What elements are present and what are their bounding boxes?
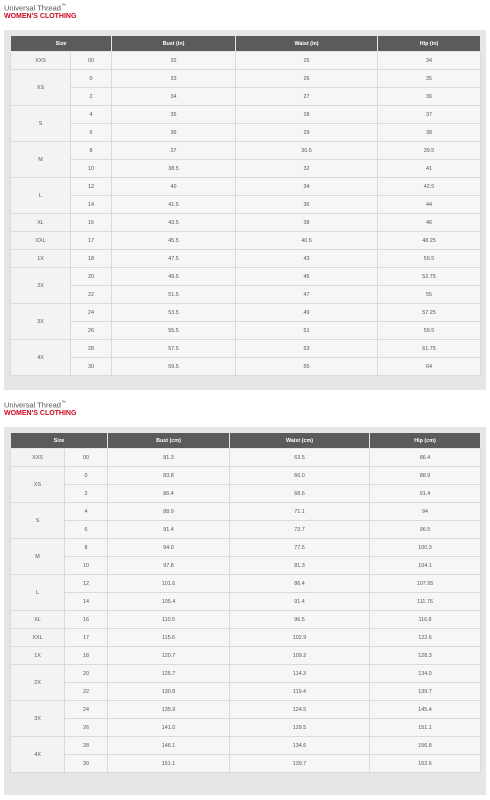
size-label: XXS [11,52,71,70]
brand-name [4,400,66,410]
table-row [11,286,481,304]
measurement-cell: 50.5 [378,250,481,268]
table-row [11,503,481,521]
measurement-cell: 128.3 [370,647,481,665]
measurement-cell: 53 [236,340,378,358]
numeric-size-cell: 24 [65,701,108,719]
measurement-cell: 73.7 [230,521,370,539]
measurement-cell: 55.5 [112,322,236,340]
table-row [11,611,481,629]
measurement-cell: 135.9 [108,701,230,719]
measurement-cell: 39.5 [378,142,481,160]
measurement-cell: 61.75 [378,340,481,358]
size-label: XXS [11,449,65,467]
table-row [11,557,481,575]
measurement-cell: 66.0 [230,467,370,485]
measurement-cell: 34 [378,52,481,70]
size-label: XS [11,467,65,503]
size-chart-cm-section [0,397,490,797]
measurement-cell: 36 [236,196,378,214]
numeric-size-cell: 00 [65,449,108,467]
measurement-cell: 42.5 [378,178,481,196]
numeric-size-cell: 2 [71,88,112,106]
table-row [11,719,481,737]
table-row [11,521,481,539]
numeric-size-cell: 22 [65,683,108,701]
table-row [11,142,481,160]
measurement-cell: 91.4 [370,485,481,503]
measurement-cell: 45.5 [112,232,236,250]
column-header: Hip (in) [378,36,481,52]
table-row [11,665,481,683]
table-row [11,178,481,196]
measurement-cell: 40 [112,178,236,196]
measurement-cell: 46 [378,214,481,232]
numeric-size-cell: 30 [71,358,112,376]
measurement-cell: 129.5 [230,719,370,737]
measurement-cell: 109.2 [230,647,370,665]
measurement-cell: 124.5 [230,701,370,719]
size-label: 1X [11,250,71,268]
table-row [11,214,481,232]
size-label: 1X [11,647,65,665]
size-label: 3X [11,304,71,340]
measurement-cell: 64 [378,358,481,376]
table-row [11,701,481,719]
measurement-cell: 86.4 [108,485,230,503]
measurement-cell: 34 [236,178,378,196]
measurement-cell: 51.5 [112,286,236,304]
table-row [11,106,481,124]
measurement-cell: 151.1 [108,755,230,773]
measurement-cell: 57.5 [112,340,236,358]
size-label: S [11,106,71,142]
numeric-size-cell: 10 [71,160,112,178]
measurement-cell: 83.8 [108,467,230,485]
table-row [11,358,481,376]
numeric-size-cell: 0 [65,467,108,485]
size-label: M [11,539,65,575]
numeric-size-cell: 30 [65,755,108,773]
measurement-cell: 59.5 [112,358,236,376]
numeric-size-cell: 0 [71,70,112,88]
table-row [11,755,481,773]
table-header-row [11,433,481,449]
measurement-cell: 139.7 [230,755,370,773]
measurement-cell: 41.5 [112,196,236,214]
size-label: XXL [11,629,65,647]
measurement-cell: 91.4 [108,521,230,539]
measurement-cell: 30.5 [236,142,378,160]
measurement-cell: 43 [236,250,378,268]
measurement-cell: 86.4 [230,575,370,593]
measurement-cell: 96.5 [370,521,481,539]
measurement-cell: 47 [236,286,378,304]
size-table-inches [10,35,481,376]
numeric-size-cell: 16 [71,214,112,232]
column-header: Waist (in) [236,36,378,52]
size-chart-inches-section [0,0,490,395]
table-row [11,250,481,268]
size-label: 2X [11,665,65,701]
trademark-mark: ™ [60,3,66,9]
size-label: XL [11,611,65,629]
measurement-cell: 139.7 [370,683,481,701]
numeric-size-cell: 10 [65,557,108,575]
trademark-mark: ™ [60,400,66,406]
numeric-size-cell: 6 [65,521,108,539]
numeric-size-cell: 17 [71,232,112,250]
measurement-cell: 104.1 [370,557,481,575]
measurement-cell: 38.5 [112,160,236,178]
measurement-cell: 111.76 [370,593,481,611]
numeric-size-cell: 22 [71,286,112,304]
measurement-cell: 145.4 [370,701,481,719]
measurement-cell: 32 [236,160,378,178]
table-row [11,647,481,665]
size-label: XS [11,70,71,106]
size-label: L [11,575,65,611]
size-label: L [11,178,71,214]
measurement-cell: 52.75 [378,268,481,286]
table-header-row [11,36,481,52]
measurement-cell: 134.0 [370,665,481,683]
measurement-cell: 29 [236,124,378,142]
numeric-size-cell: 6 [71,124,112,142]
table-row [11,485,481,503]
numeric-size-cell: 28 [71,340,112,358]
table-row [11,575,481,593]
measurement-cell: 130.8 [108,683,230,701]
size-label: 3X [11,701,65,737]
size-label: 4X [11,340,71,376]
numeric-size-cell: 2 [65,485,108,503]
measurement-cell: 63.5 [230,449,370,467]
measurement-cell: 55 [378,286,481,304]
size-label: 2X [11,268,71,304]
measurement-cell: 100.3 [370,539,481,557]
measurement-cell: 36 [378,88,481,106]
table-row [11,52,481,70]
category-title: WOMEN'S CLOTHING [4,410,77,417]
measurement-cell: 125.7 [108,665,230,683]
measurement-cell: 120.7 [108,647,230,665]
table-row [11,268,481,286]
measurement-cell: 81.3 [230,557,370,575]
measurement-cell: 81.3 [108,449,230,467]
measurement-cell: 134.6 [230,737,370,755]
measurement-cell: 32 [112,52,236,70]
measurement-cell: 34 [112,88,236,106]
measurement-cell: 43.5 [112,214,236,232]
numeric-size-cell: 8 [65,539,108,557]
measurement-cell: 36 [112,124,236,142]
numeric-size-cell: 17 [65,629,108,647]
numeric-size-cell: 28 [65,737,108,755]
table-row [11,232,481,250]
table-row [11,70,481,88]
measurement-cell: 38 [378,124,481,142]
measurement-cell: 33 [112,70,236,88]
measurement-cell: 114.3 [230,665,370,683]
measurement-cell: 41 [378,160,481,178]
measurement-cell: 47.5 [112,250,236,268]
numeric-size-cell: 14 [71,196,112,214]
measurement-cell: 51 [236,322,378,340]
measurement-cell: 27 [236,88,378,106]
table-row [11,160,481,178]
brand-name [4,3,66,13]
measurement-cell: 94 [370,503,481,521]
measurement-cell: 101.6 [108,575,230,593]
size-table-cm [10,432,481,773]
measurement-cell: 116.8 [370,611,481,629]
measurement-cell: 48.25 [378,232,481,250]
column-header: Waist (cm) [230,433,370,449]
measurement-cell: 96.5 [230,611,370,629]
measurement-cell: 88.9 [108,503,230,521]
measurement-cell: 156.8 [370,737,481,755]
table-row [11,683,481,701]
numeric-size-cell: 4 [65,503,108,521]
table-row [11,467,481,485]
table-row [11,124,481,142]
measurement-cell: 119.4 [230,683,370,701]
size-chart-panel [4,427,486,795]
size-label: XL [11,214,71,232]
measurement-cell: 115.6 [108,629,230,647]
measurement-cell: 94.0 [108,539,230,557]
measurement-cell: 49.5 [112,268,236,286]
measurement-cell: 105.4 [108,593,230,611]
numeric-size-cell: 00 [71,52,112,70]
measurement-cell: 88.9 [370,467,481,485]
numeric-size-cell: 18 [71,250,112,268]
numeric-size-cell: 12 [65,575,108,593]
measurement-cell: 71.1 [230,503,370,521]
table-row [11,449,481,467]
measurement-cell: 68.6 [230,485,370,503]
measurement-cell: 35 [378,70,481,88]
table-row [11,593,481,611]
size-label: M [11,142,71,178]
table-row [11,304,481,322]
numeric-size-cell: 18 [65,647,108,665]
numeric-size-cell: 16 [65,611,108,629]
table-row [11,539,481,557]
measurement-cell: 122.6 [370,629,481,647]
measurement-cell: 141.0 [108,719,230,737]
measurement-cell: 35 [112,106,236,124]
numeric-size-cell: 26 [71,322,112,340]
table-row [11,737,481,755]
size-label: XXL [11,232,71,250]
size-label: 4X [11,737,65,773]
measurement-cell: 55 [236,358,378,376]
column-header: Bust (cm) [108,433,230,449]
measurement-cell: 97.8 [108,557,230,575]
measurement-cell: 91.4 [230,593,370,611]
measurement-cell: 37 [112,142,236,160]
brand-text: Universal Thread [4,3,61,13]
column-header: Size [11,433,108,449]
measurement-cell: 146.1 [108,737,230,755]
measurement-cell: 107.95 [370,575,481,593]
measurement-cell: 57.25 [378,304,481,322]
numeric-size-cell: 24 [71,304,112,322]
table-row [11,88,481,106]
numeric-size-cell: 12 [71,178,112,196]
measurement-cell: 37 [378,106,481,124]
measurement-cell: 59.5 [378,322,481,340]
table-row [11,322,481,340]
measurement-cell: 44 [378,196,481,214]
numeric-size-cell: 14 [65,593,108,611]
measurement-cell: 110.5 [108,611,230,629]
column-header: Size [11,36,112,52]
measurement-cell: 49 [236,304,378,322]
brand-text: Universal Thread [4,400,61,410]
measurement-cell: 26 [236,70,378,88]
numeric-size-cell: 8 [71,142,112,160]
measurement-cell: 45 [236,268,378,286]
measurement-cell: 25 [236,52,378,70]
measurement-cell: 162.6 [370,755,481,773]
column-header: Hip (cm) [370,433,481,449]
measurement-cell: 102.9 [230,629,370,647]
measurement-cell: 38 [236,214,378,232]
measurement-cell: 53.5 [112,304,236,322]
numeric-size-cell: 26 [65,719,108,737]
table-row [11,196,481,214]
table-row [11,340,481,358]
category-title: WOMEN'S CLOTHING [4,13,77,20]
size-label: S [11,503,65,539]
numeric-size-cell: 4 [71,106,112,124]
size-chart-panel [4,30,486,390]
measurement-cell: 77.5 [230,539,370,557]
measurement-cell: 86.4 [370,449,481,467]
measurement-cell: 28 [236,106,378,124]
measurement-cell: 151.1 [370,719,481,737]
column-header: Bust (in) [112,36,236,52]
numeric-size-cell: 20 [65,665,108,683]
table-row [11,629,481,647]
numeric-size-cell: 20 [71,268,112,286]
measurement-cell: 40.5 [236,232,378,250]
